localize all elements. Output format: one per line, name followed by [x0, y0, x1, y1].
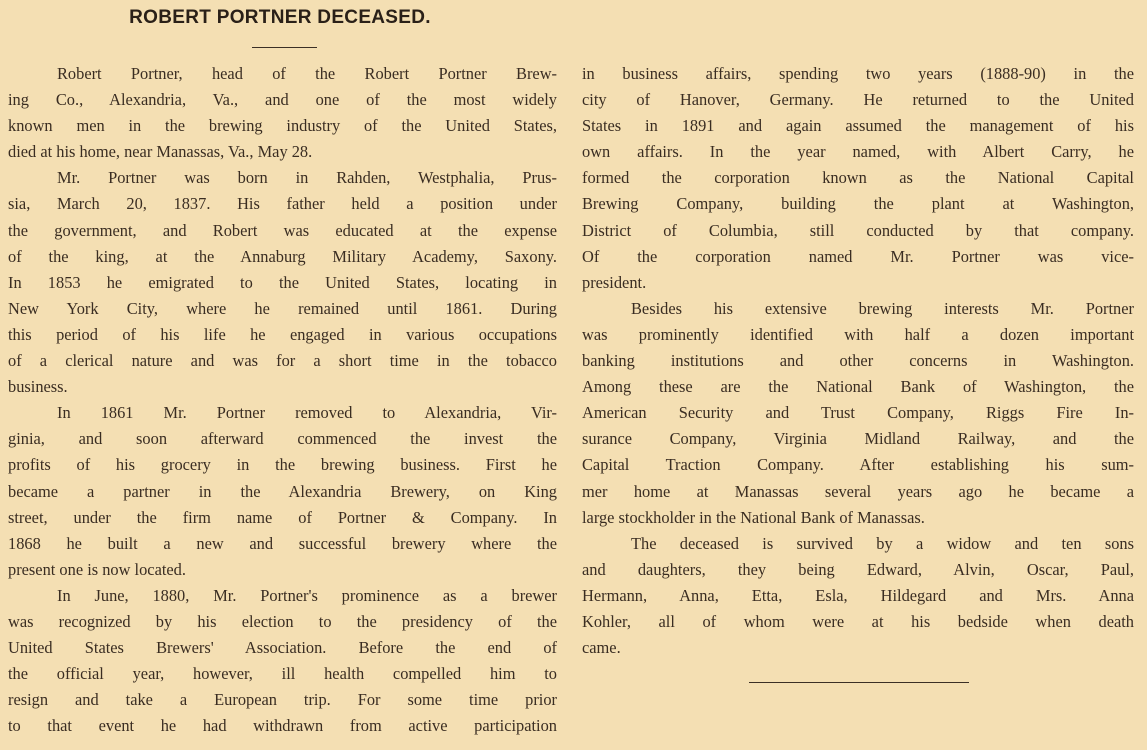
text-line: and daughters, they being Edward, Alvin, Oscar, Paul,	[582, 559, 1134, 579]
text-line: United States Brewers' Association. Before the end of	[8, 638, 557, 658]
text-line: In 1861 Mr. Portner removed to Alexandria, Vir-	[57, 403, 557, 423]
text-line: the government, and Robert was educated at the expense	[8, 220, 557, 240]
text-line: became a partner in the Alexandria Brewery, on King	[8, 481, 557, 501]
text-line: Among these are the National Bank of Washington, the	[582, 377, 1134, 397]
text-line: present one is now located.	[8, 559, 186, 579]
text-line: of the king, at the Annaburg Military Academy, Saxony.	[8, 246, 557, 266]
text-line: ginia, and soon afterward commenced the invest the	[8, 429, 557, 449]
text-line: In June, 1880, Mr. Portner's prominence as a brewer	[57, 585, 557, 605]
text-line: was recognized by his election to the presidency of the	[8, 611, 557, 631]
text-line: Of the corporation named Mr. Portner was vice-	[582, 246, 1134, 266]
text-line: in business affairs, spending two years (1888-90) in the	[582, 64, 1134, 83]
text-line: Brewing Company, building the plant at Washington,	[582, 194, 1134, 214]
text-line: own affairs. In the year named, with Albert Carry, he	[582, 142, 1134, 162]
text-line: States in 1891 and again assumed the management of his	[582, 116, 1134, 136]
right-column	[582, 61, 1134, 661]
text-line: Robert Portner, head of the Robert Portner Brew-	[57, 64, 557, 83]
text-line: Besides his extensive brewing interests Mr. Portner	[631, 298, 1134, 318]
text-line: was prominently identified with half a dozen important	[582, 324, 1134, 344]
text-line: resign and take a European trip. For some time prior	[8, 690, 557, 710]
text-line: of a clerical nature and was for a short time in the tobacco	[8, 351, 557, 371]
title-divider	[252, 47, 317, 48]
text-line: banking institutions and other concerns in Washington.	[582, 351, 1134, 371]
text-line: The deceased is survived by a widow and ten sons	[631, 533, 1134, 553]
text-line: city of Hanover, Germany. He returned to the United	[582, 90, 1134, 110]
text-line: died at his home, near Manassas, Va., May 28.	[8, 142, 313, 162]
article-title: ROBERT PORTNER DECEASED.	[129, 7, 431, 28]
text-line: business.	[8, 377, 68, 397]
text-line: surance Company, Virginia Midland Railway, and the	[582, 429, 1134, 449]
end-divider	[749, 682, 969, 683]
text-line: formed the corporation known as the National Capital	[582, 168, 1134, 188]
text-line: large stockholder in the National Bank of Manassas.	[582, 507, 925, 527]
text-line: Mr. Portner was born in Rahden, Westphalia, Prus-	[57, 168, 557, 188]
text-line: ing Co., Alexandria, Va., and one of the most widely	[8, 90, 557, 110]
text-line: the official year, however, ill health compelled him to	[8, 664, 557, 684]
text-line: Capital Traction Company. After establishing his sum-	[582, 455, 1134, 475]
text-line: president.	[582, 272, 647, 292]
text-line: Hermann, Anna, Etta, Esla, Hildegard and Mrs. Anna	[582, 585, 1134, 605]
text-line: street, under the firm name of Portner & Company. In	[8, 507, 557, 527]
text-line: came.	[582, 638, 621, 658]
text-line: to that event he had withdrawn from active participation	[8, 716, 557, 736]
text-line: In 1853 he emigrated to the United States, locating in	[8, 272, 557, 292]
text-line: mer home at Manassas several years ago he became a	[582, 481, 1134, 501]
text-line: profits of his grocery in the brewing business. First he	[8, 455, 557, 475]
text-line: New York City, where he remained until 1861. During	[8, 298, 557, 318]
text-line: this period of his life he engaged in various occupations	[8, 324, 557, 344]
text-line: sia, March 20, 1837. His father held a position under	[8, 194, 557, 214]
left-column	[8, 61, 557, 739]
text-line: known men in the brewing industry of the United States,	[8, 116, 557, 136]
text-line: American Security and Trust Company, Riggs Fire In-	[582, 403, 1134, 423]
text-line: District of Columbia, still conducted by that company.	[582, 220, 1134, 240]
text-line: Kohler, all of whom were at his bedside when death	[582, 611, 1134, 631]
text-line: 1868 he built a new and successful brewery where the	[8, 533, 557, 553]
